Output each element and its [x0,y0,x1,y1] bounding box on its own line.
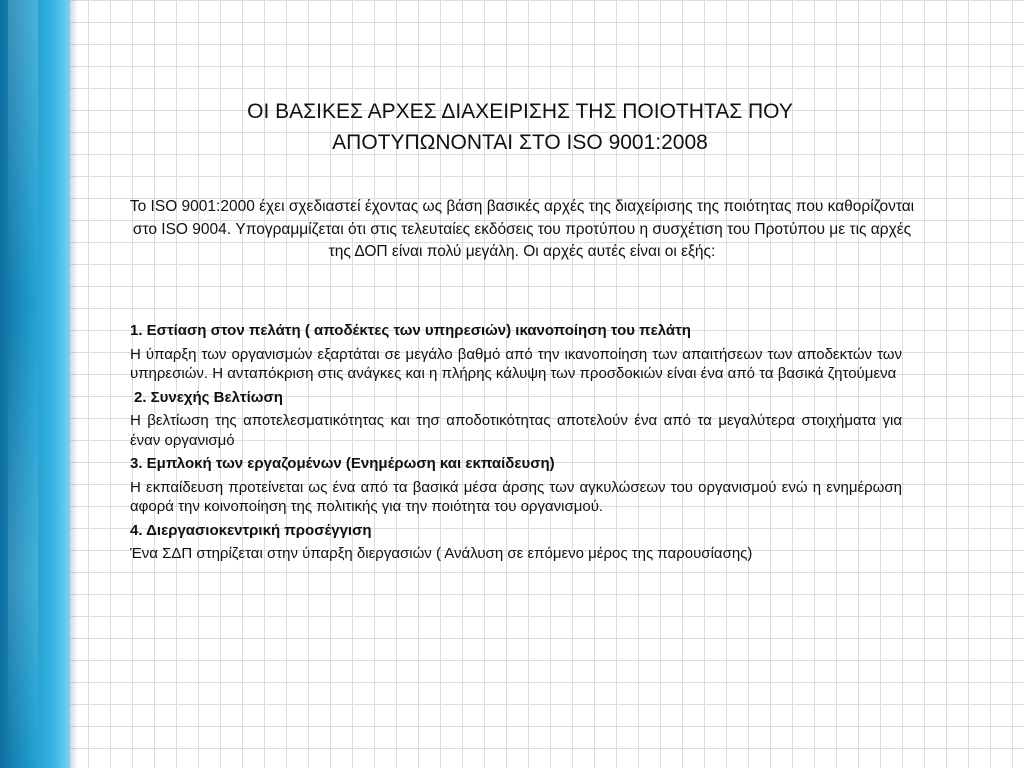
principle-body-3: Η εκπαίδευση προτείνεται ως ένα από τα βασικά μέσα άρσης των αγκυλώσεων του οργανισμού ενώ η ενημέρωση αφορά την κοινοποίηση της πολιτικής για την ποιότητα του οργανισμού. [130,478,902,515]
principle-body-1: Η ύπαρξη των οργανισμών εξαρτάται σε μεγάλο βαθμό από την ικανοποίηση των απαιτήσεων των αποδεκτών των υπηρεσιών. Η ανταπόκριση στις ανάγκες και η πλήρης κάλυψη των προσδοκιών είναι ένα από τα βασικά ζητούμενα [130,345,902,382]
principle-body-2: Η βελτίωση της αποτελεσματικότητας και τησ αποδοτικότητας αποτελούν ένα από τα μεγαλύτερα στοιχήματα για έναν οργανισμό [130,412,902,449]
principle-heading-2: 2. Συνεχής Βελτίωση [134,388,283,406]
principle-heading-4: 4. Διεργασιοκεντρική προσέγγιση [130,521,372,539]
slide-title-line-1: ΟΙ ΒΑΣΙΚΕΣ ΑΡΧΕΣ ΔΙΑΧΕΙΡΙΣΗΣ ΤΗΣ ΠΟΙΟΤΗΤΑΣ ΠΟΥ [247,100,793,123]
principles-list [130,321,902,564]
slide-title-line-2: ΑΠΟΤΥΠΩΝΟΝΤΑΙ ΣΤΟ ISO 9001:2008 [332,131,708,154]
decorative-side-band [0,0,70,768]
principle-heading-1: 1. Εστίαση στον πελάτη ( αποδέκτες των υπηρεσιών) ικανοποίηση του πελάτη [130,322,691,339]
intro-paragraph: Το ISO 9001:2000 έχει σχεδιαστεί έχοντας ως βάση βασικές αρχές της διαχείρισης της ποιότητας που καθορίζονται στο ISO 9004. Υπογραμμίζεται ότι στις τελευταίες εκδόσεις του προτύπου η συσχέτιση του Προτύπου με τις αρχές της ΔΟΠ είναι πολύ μεγάλη. Οι αρχές αυτές είναι οι εξής: [129,198,915,260]
slide-title [160,96,880,158]
principle-body-4: Ένα ΣΔΠ στηρίζεται στην ύπαρξη διεργασιών ( Ανάλυση σε επόμενο μέρος της παρουσίασης) [130,545,753,562]
principle-heading-3: 3. Εμπλοκή των εργαζομένων (Ενημέρωση και εκπαίδευση) [130,455,555,472]
side-band-shadow [70,0,78,768]
